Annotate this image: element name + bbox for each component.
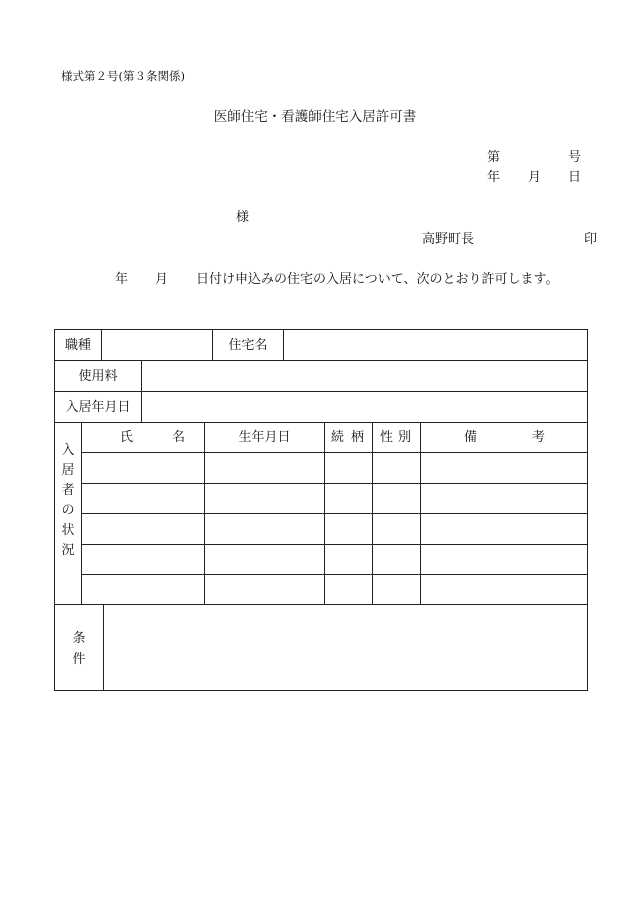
date-day: 日 — [568, 170, 582, 185]
job-field[interactable] — [102, 330, 212, 360]
permit-table — [54, 329, 588, 691]
resident-relation-field[interactable] — [325, 453, 372, 483]
resident-sex-field[interactable] — [373, 484, 420, 513]
col-header-dob: 生年月日 — [238, 430, 291, 445]
number-dai: 第 — [487, 150, 501, 165]
issuer-name: 高野町長 — [422, 232, 475, 247]
residents-label-char: 状 — [61, 523, 75, 538]
fee-field[interactable] — [142, 361, 587, 391]
resident-name-field[interactable] — [82, 545, 204, 574]
resident-sex-field[interactable] — [373, 545, 420, 574]
resident-sex-field[interactable] — [373, 575, 420, 604]
resident-name-field[interactable] — [82, 484, 204, 513]
job-label: 職種 — [64, 337, 91, 353]
col-header-relation: 柄 — [351, 430, 365, 445]
document-title: 医師住宅・看護師住宅入居許可書 — [213, 109, 417, 125]
resident-remarks-field[interactable] — [421, 545, 587, 574]
residents-label-char: 入 — [61, 443, 75, 458]
resident-name-field[interactable] — [82, 453, 204, 483]
residents-label-char: 居 — [61, 463, 75, 478]
house-label: 住宅名 — [228, 337, 268, 353]
residents-label-char: 者 — [61, 483, 75, 498]
number-go: 号 — [568, 150, 582, 165]
conditions-label-char: 条 — [72, 631, 86, 646]
resident-sex-field[interactable] — [373, 514, 420, 544]
form-number: 様式第２号(第３条関係) — [61, 69, 185, 83]
body-month: 月 — [155, 272, 169, 287]
resident-dob-field[interactable] — [205, 514, 324, 544]
body-text: 日付け申込みの住宅の入居について、次のとおり許可します。 — [196, 272, 559, 287]
resident-relation-field[interactable] — [325, 484, 372, 513]
resident-remarks-field[interactable] — [421, 514, 587, 544]
residents-label — [55, 444, 81, 564]
body-year: 年 — [115, 272, 129, 287]
resident-relation-field[interactable] — [325, 575, 372, 604]
conditions-label-char: 件 — [72, 652, 86, 667]
resident-remarks-field[interactable] — [421, 575, 587, 604]
conditions-field[interactable] — [104, 605, 587, 690]
fee-label: 使用料 — [78, 368, 118, 384]
resident-name-field[interactable] — [82, 575, 204, 604]
col-header-name: 氏 — [120, 430, 134, 445]
col-header-name: 名 — [172, 430, 186, 445]
house-field[interactable] — [284, 330, 587, 360]
residents-label-char: 況 — [61, 543, 75, 558]
col-header-remarks: 考 — [532, 430, 546, 445]
resident-dob-field[interactable] — [205, 484, 324, 513]
col-header-remarks: 備 — [464, 430, 478, 445]
conditions-label — [55, 632, 103, 674]
resident-dob-field[interactable] — [205, 453, 324, 483]
resident-dob-field[interactable] — [205, 575, 324, 604]
col-header-sex: 別 — [398, 430, 412, 445]
seal-mark: 印 — [584, 232, 598, 247]
resident-remarks-field[interactable] — [421, 484, 587, 513]
residents-label-char: の — [61, 503, 75, 518]
movein-label: 入居年月日 — [65, 399, 131, 415]
col-header-relation: 続 — [331, 430, 345, 445]
date-year: 年 — [487, 170, 501, 185]
resident-relation-field[interactable] — [325, 514, 372, 544]
resident-dob-field[interactable] — [205, 545, 324, 574]
resident-relation-field[interactable] — [325, 545, 372, 574]
resident-remarks-field[interactable] — [421, 453, 587, 483]
addressee-suffix: 様 — [236, 210, 250, 225]
movein-field[interactable] — [142, 392, 587, 422]
resident-name-field[interactable] — [82, 514, 204, 544]
resident-sex-field[interactable] — [373, 453, 420, 483]
date-month: 月 — [528, 170, 542, 185]
col-header-sex: 性 — [380, 430, 394, 445]
